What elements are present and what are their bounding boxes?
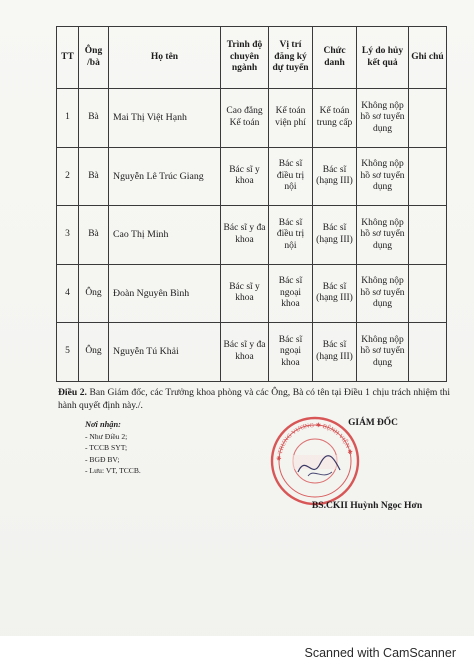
table-row (57, 89, 447, 148)
cell-tt: 1 (57, 89, 79, 148)
cell-title: Ông (79, 323, 109, 382)
header-reason: Lý do hủy kết quả (357, 27, 409, 89)
table-row (57, 323, 447, 382)
recipient-item: - BGĐ BV; (85, 454, 120, 464)
table-row (57, 264, 447, 323)
cell-reason: Không nộp hồ sơ tuyển dụng (357, 323, 409, 382)
table-header-row (57, 27, 447, 89)
cell-job-title: Bác sĩ (hạng III) (313, 147, 357, 206)
cell-title: Bà (79, 89, 109, 148)
recipient-item: - TCCB SYT; (85, 443, 128, 452)
recipients-title: Nơi nhận: (85, 420, 121, 429)
cell-education: Bác sĩ y đa khoa (221, 323, 269, 382)
header-education: Trình độ chuyên ngành (221, 27, 269, 89)
cell-education: Bác sĩ y khoa (221, 147, 269, 206)
cell-job-title: Kế toán trung cấp (313, 89, 357, 148)
camscanner-watermark: Scanned with CamScanner (304, 646, 456, 660)
cell-reason: Không nộp hồ sơ tuyển dụng (357, 206, 409, 265)
cell-note (409, 206, 447, 265)
cell-reason: Không nộp hồ sơ tuyển dụng (357, 89, 409, 148)
header-position-applied: Vị trí đăng ký dự tuyển (269, 27, 313, 89)
recipient-item: - Lưu: VT, TCCB. (85, 466, 141, 475)
cell-title: Ông (79, 264, 109, 323)
table-row (57, 206, 447, 265)
cell-title: Bà (79, 147, 109, 206)
svg-text:✱ TRƯNG VƯƠNG ✱ BỆNH VIỆN ✱: ✱ TRƯNG VƯƠNG ✱ BỆNH VIỆN ✱ (275, 421, 354, 462)
header-title: Ông /bà (79, 27, 109, 89)
article-2-label: Điều 2. (58, 387, 87, 398)
cell-tt: 3 (57, 206, 79, 265)
cell-education: Bác sĩ y khoa (221, 264, 269, 323)
recipient-item: - Như Điều 2; (85, 431, 128, 441)
cell-tt: 2 (57, 147, 79, 206)
cell-name: Cao Thị Minh (109, 206, 221, 265)
cell-job-title: Bác sĩ (hạng III) (313, 264, 357, 323)
hospital-seal (268, 414, 362, 508)
cell-position-applied: Bác sĩ ngoại khoa (269, 264, 313, 323)
cell-name: Mai Thị Việt Hạnh (109, 89, 221, 148)
cell-job-title: Bác sĩ (hạng III) (313, 206, 357, 265)
cell-position-applied: Bác sĩ điều trị nội (269, 206, 313, 265)
table-row (57, 147, 447, 206)
header-tt: TT (57, 27, 79, 89)
cell-education: Bác sĩ y đa khoa (221, 206, 269, 265)
cell-reason: Không nộp hồ sơ tuyển dụng (357, 264, 409, 323)
cell-position-applied: Kế toán viện phí (269, 89, 313, 148)
cell-position-applied: Bác sĩ ngoại khoa (269, 323, 313, 382)
cell-note (409, 264, 447, 323)
cell-tt: 4 (57, 264, 79, 323)
cell-reason: Không nộp hồ sơ tuyển dụng (357, 147, 409, 206)
cancellation-table (56, 26, 447, 382)
director-title: GIÁM ĐỐC (348, 418, 398, 428)
cell-name: Nguyễn Tú Khải (109, 323, 221, 382)
cell-note (409, 89, 447, 148)
signer-name: BS.CKII Huỳnh Ngọc Hơn (311, 500, 423, 511)
article-2-paragraph (58, 386, 450, 412)
cell-position-applied: Bác sĩ điều trị nội (269, 147, 313, 206)
cell-note (409, 147, 447, 206)
cell-job-title: Bác sĩ (hạng III) (313, 323, 357, 382)
cell-tt: 5 (57, 323, 79, 382)
header-note: Ghi chú (409, 27, 447, 89)
header-job-title: Chức danh (313, 27, 357, 89)
cell-name: Nguyễn Lê Trúc Giang (109, 147, 221, 206)
article-2-text: Ban Giám đốc, các Trưởng khoa phòng và các Ông, Bà có tên tại Điều 1 chịu trách nhiệm thi hành quyết định này./. (58, 387, 451, 411)
recipients-block (85, 419, 285, 477)
cell-title: Bà (79, 206, 109, 265)
cell-note (409, 323, 447, 382)
cell-education: Cao đẳng Kế toán (221, 89, 269, 148)
header-name: Họ tên (109, 27, 221, 89)
cell-name: Đoàn Nguyên Bình (109, 264, 221, 323)
